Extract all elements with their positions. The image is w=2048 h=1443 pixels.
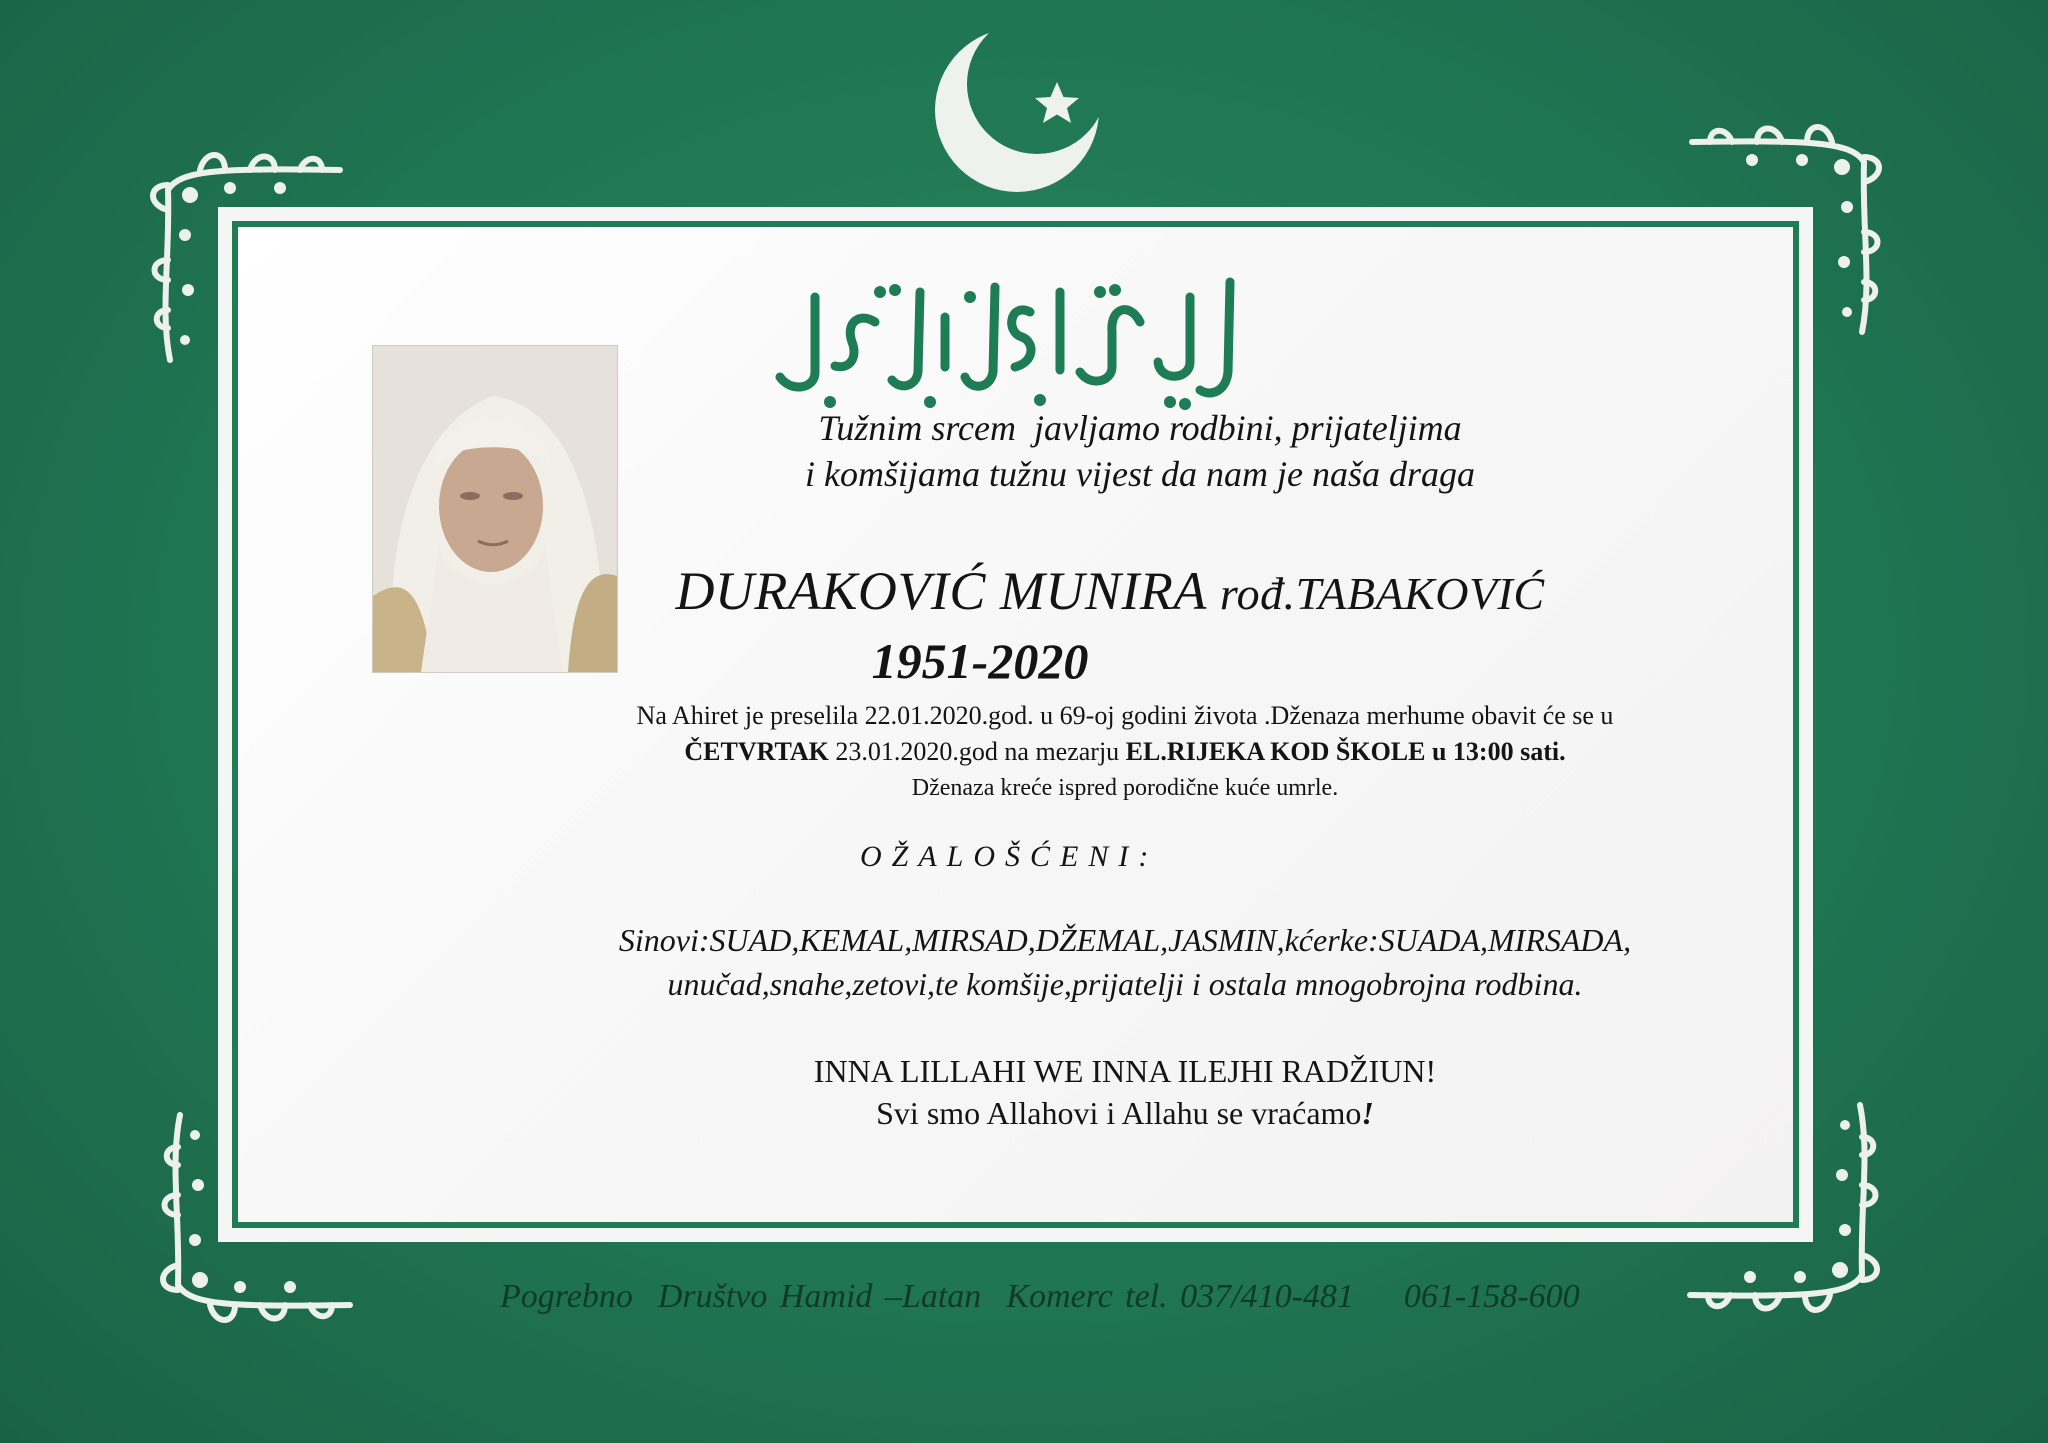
funeral-notice [480,698,1770,806]
mourners-title: OŽALOŠĆENI: [860,840,1159,873]
intro-line-1: Tužnim srcem javljamo rodbini, prijateljima [818,408,1462,448]
closing-mark: ! [1361,1095,1374,1131]
deceased-photo [372,345,618,673]
closing-line-2-text: Svi smo Allahovi i Allahu se vraćamo [876,1095,1362,1131]
notice-place-time: EL.RIJEKA KOD ŠKOLE u 13:00 sati. [1125,737,1566,766]
funeral-home-footer: Pogrebno Društvo Hamid –Latan Komerc tel. 037/410-481 061-158-600 [500,1278,1580,1315]
notice-line-1: Na Ahiret je preselila 22.01.2020.god. u 69-oj godini života .Dženaza merhume obavit će se u [636,701,1614,730]
notice-day: ČETVRTAK [684,737,829,766]
crescent-star-icon [925,22,1105,192]
mourners-list [480,918,1770,1006]
deceased-full-name: DURAKOVIĆ MUNIRA [675,561,1220,621]
arabic-calligraphy-icon [760,262,1260,420]
closing-line-2 [560,1092,1690,1134]
intro-text [640,405,1640,497]
notice-date: 23.01.2020.god na mezarju [828,737,1126,766]
mourners-line-1: Sinovi:SUAD,KEMAL,MIRSAD,DŽEMAL,JASMIN,kćerke:SUADA,MIRSADA, [618,922,1632,958]
deceased-maiden-name: rođ.TABAKOVIĆ [1219,568,1545,619]
deceased-name [560,560,1660,622]
intro-line-2: i komšijama tužnu vijest da nam je naša draga [805,454,1475,494]
mourners-line-2: unučad,snahe,zetovi,te komšije,prijatelji i ostala mnogobrojna rodbina. [667,966,1583,1002]
closing-line-1: INNA LILLAHI WE INNA ILEJHI RADŽIUN! [813,1053,1437,1089]
deceased-years: 1951-2020 [871,633,1089,689]
notice-line-3: Dženaza kreće ispred porodične kuće umrle. [911,775,1339,801]
closing-prayer [560,1050,1690,1134]
notice-line-2 [480,734,1770,770]
